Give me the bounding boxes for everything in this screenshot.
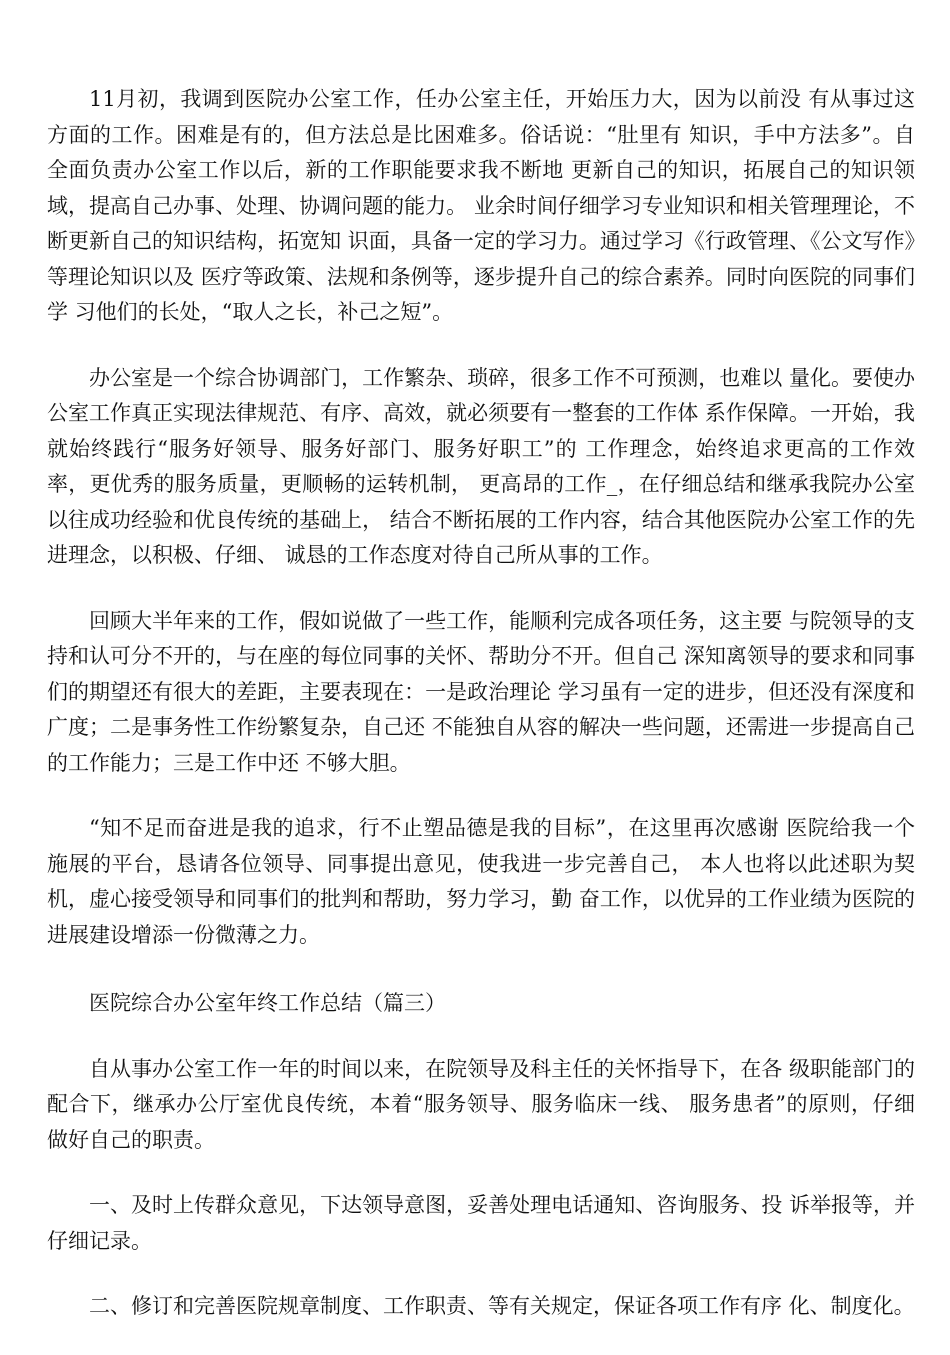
body-paragraph-4: “知不足而奋进是我的追求，行不止塑品德是我的目标”，在这里再次感谢 医院给我一个施展的平台，恳请各位领导、同事提出意见，使我进一步完善自己， 本人也将以此述职为契机，虚心接受领导和同事们的批判和帮助，努力学习，勤 奋工作，以优异的工作业绩为医院的进展建设增添一份微薄之力。 bbox=[47, 816, 915, 947]
body-paragraph-1: 11月初，我调到医院办公室工作，任办公室主任，开始压力大，因为以前没 有从事过这方面的工作。困难是有的，但方法总是比困难多。俗话说：“肚里有 知识，手中方法多”。自全面负责办公室工作以后，新的工作职能要求我不断地 更新自己的知识，拓展自己的知识领域，提高自己办事、处理、协调问题的能力。 业余时间仔细学习专业知识和相关管理理论，不断更新自己的知识结构，拓宽知 识面，具备一定的学习力。通过学习《行政管理、《公文写作》等理论知识以及 医疗等政策、法规和条例等，逐步提升自己的综合素养。同时向医院的同事们学 习他们的长处，“取人之长，补己之短”。 bbox=[47, 87, 915, 324]
body-paragraph-6: 一、及时上传群众意见，下达领导意图，妥善处理电话通知、咨询服务、投 诉举报等，并仔细记录。 bbox=[47, 1193, 915, 1253]
body-paragraph-5: 自从事办公室工作一年的时间以来，在院领导及科主任的关怀指导下，在各 级职能部门的配合下，继承办公厅室优良传统，本着“服务领导、服务临床一线、 服务患者”的原则，仔细做好自己的职责。 bbox=[47, 1056, 915, 1152]
document-page bbox=[47, 82, 915, 1355]
section-heading: 医院综合办公室年终工作总结（篇三） bbox=[89, 991, 446, 1015]
body-paragraph-2: 办公室是一个综合协调部门，工作繁杂、琐碎，很多工作不可预测，也难以 量化。要使办公室工作真正实现法律规范、有序、高效，就必须要有一整套的工作体 系作保障。一开始，我就始终践行“服务好领导、服务好部门、服务好职工”的 工作理念，始终追求更高的工作效率，更优秀的服务质量，更顺畅的运转机制， 更高昂的工作_，在仔细总结和继承我院办公室以往成功经验和优良传统的基础上， 结合不断拓展的工作内容，结合其他医院办公室工作的先进理念，以积极、仔细、 诚恳的工作态度对待自己所从事的工作。 bbox=[47, 365, 915, 567]
body-paragraph-3: 回顾大半年来的工作，假如说做了一些工作，能顺利完成各项任务，这主要 与院领导的支持和认可分不开的，与在座的每位同事的关怀、帮助分不开。但自己 深知离领导的要求和同事们的期望还有很大的差距，主要表现在：一是政治理论 学习虽有一定的进步，但还没有深度和广度；二是事务性工作纷繁复杂，自己还 不能独自从容的解决一些问题，还需进一步提高自己的工作能力；三是工作中还 不够大胆。 bbox=[47, 608, 915, 775]
body-paragraph-7: 二、修订和完善医院规章制度、工作职责、等有关规定，保证各项工作有序 化、制度化。 bbox=[89, 1294, 915, 1318]
